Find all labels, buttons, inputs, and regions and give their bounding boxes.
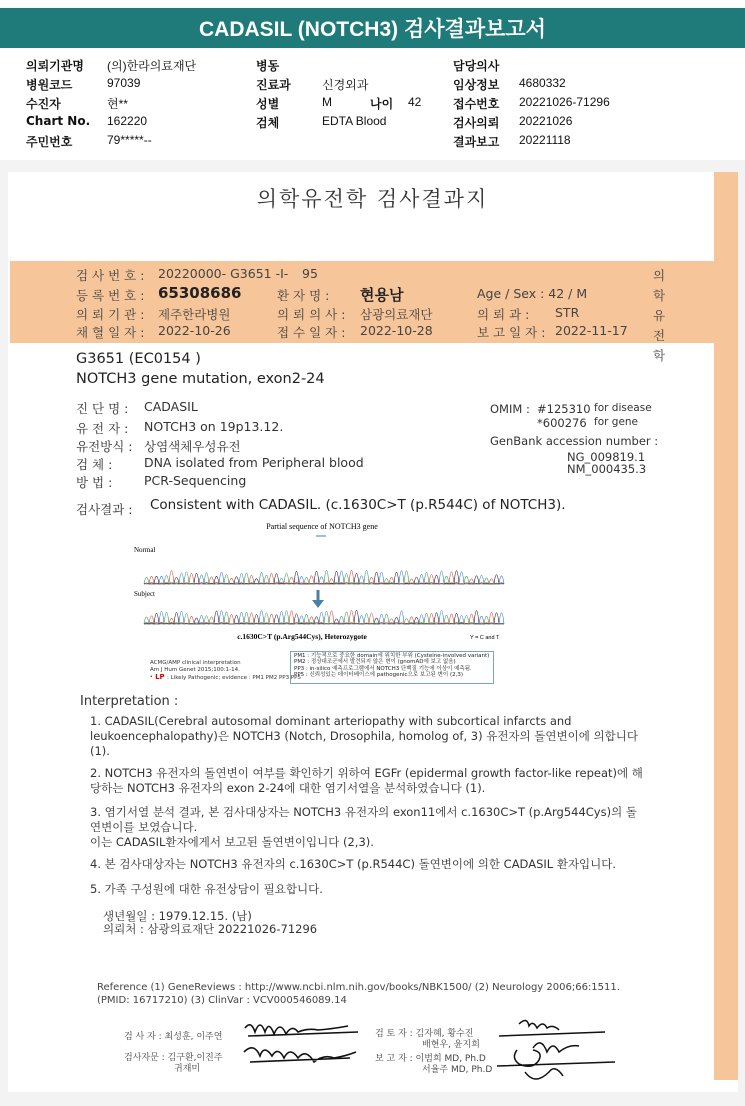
reporter-label2: 서율주 MD, Ph.D (422, 1065, 493, 1075)
header-label: 검체 (256, 116, 280, 130)
yct-note: Y = C and T (470, 635, 500, 641)
req-org-label: 의 뢰 기 관 : (76, 307, 145, 322)
interp-p3-line2: 연변이를 보였습니다. (90, 820, 198, 834)
report-title: CADASIL (NOTCH3) 검사결과보고서 (199, 18, 546, 41)
detail-label: 진 단 명 : (76, 401, 129, 416)
omim-gene: *600276 (537, 416, 587, 430)
header-value: 97039 (107, 76, 141, 90)
reference-line2: (PMID: 16717210) (3) ClinVar : VCV000546089.14 (97, 995, 347, 1006)
evidence-line: PM2 : 정상대조군에서 발견되지 않은 변이 (gnomAD에 보고 없음) (294, 659, 456, 666)
tester-label: 검 사 자 : 최성훈, 이주연 (124, 1032, 223, 1042)
header-value: 162220 (107, 114, 148, 128)
test-code: G3651 (EC0154 ) (76, 351, 201, 367)
header-label: 검사의뢰 (453, 116, 500, 130)
normal-trace (144, 570, 504, 584)
req-dept-label: 의 뢰 과 : (477, 307, 530, 322)
interp-p1-line3: (1). (90, 744, 110, 758)
assist-label: 검사자문 : 김구환,이진주 (124, 1053, 223, 1063)
reporter-label: 보 고 자 : 이범희 MD, Ph.D (375, 1054, 486, 1064)
evidence-line: PP5 : 신뢰성있는 데이터베이스에 pathogenic으로 보고된 변이 (2,3) (294, 671, 463, 678)
header-value: 79*****-- (107, 133, 152, 147)
side-char: 학 (652, 348, 666, 363)
mutation-arrow-icon (312, 590, 324, 608)
report-label: 보 고 일 자 : (477, 325, 546, 340)
interp-title: Interpretation : (80, 694, 179, 709)
genbank-label: GenBank accession number : (490, 434, 659, 448)
detail-value: 상염색체우성유전 (144, 439, 241, 454)
exam-no-suffix: 95 (302, 266, 318, 281)
header-value: M (322, 95, 332, 109)
header-label: 진료과 (256, 78, 291, 92)
exam-no: 20220000- G3651 -I- (158, 266, 289, 281)
doc-title: 의학유전학 검사결과지 (256, 187, 489, 211)
result-label: 검사결과 : (76, 502, 133, 517)
header-label: 병원코드 (26, 78, 73, 92)
interp-p1-line1: 1. CADASIL(Cerebral autosomal dominant arteriopathy with subcortical infarcts and (90, 714, 572, 728)
req-doc: 삼광의료재단 (360, 307, 433, 322)
tester-signature (240, 1010, 370, 1070)
patient-label: 환 자 명 : (277, 288, 330, 303)
interp-p3 (90, 805, 637, 850)
header-label: 임상정보 (453, 78, 500, 92)
interp-p3-line1: 3. 염기서열 분석 결과, 본 검사대상자는 NOTCH3 유전자의 exon11에서 c.1630C>T (p.Arg544Cys)의 돌 (90, 805, 637, 819)
reg-no-label: 등 록 번 호 : (76, 288, 145, 303)
req-doc-label: 의 뢰 의 사 : (277, 307, 346, 322)
acmg-title: ACMG/AMP clinical interpretation (150, 660, 241, 666)
collect-label: 채 혈 일 자 : (76, 325, 145, 340)
report-title-bar (0, 8, 745, 48)
interp-p1-line2: leukoencephalopathy)은 NOTCH3 (Notch, Drosophila, homolog of, 3) 유전자의 돌연변이에 의합니다 (90, 729, 638, 743)
interp-p4: 4. 본 검사대상자는 NOTCH3 유전자의 c.1630C>T (p.R544C) 돌연변이에 의한 CADASIL 환자입니다. (90, 857, 617, 871)
test-name: NOTCH3 gene mutation, exon2-24 (76, 371, 325, 387)
side-char: 학 (652, 288, 666, 303)
genbank-1: NG_009819.1 (567, 450, 646, 464)
reviewer-label: 검 토 자 : 김자혜, 황수진 (375, 1029, 474, 1039)
reviewer-signature (495, 1010, 615, 1090)
result-text: Consistent with CADASIL. (c.1630C>T (p.R544C) of NOTCH3). (150, 497, 566, 513)
side-strip (714, 172, 738, 1080)
side-char: 전 (652, 328, 666, 343)
omim-gene-note: for gene (594, 416, 639, 428)
header-label: 수진자 (26, 97, 61, 111)
side-char: 유 (652, 308, 666, 323)
interp-p2-line2: 당하는 NOTCH3 유전자의 exon 2-24에 대한 염기서열을 분석하였습니다 (1). (90, 781, 486, 795)
detail-label: 검 체 : (76, 457, 113, 472)
detail-value: PCR-Sequencing (144, 473, 247, 488)
subject-label: Subject (134, 590, 155, 598)
genbank-2: NM_000435.3 (567, 462, 647, 476)
header-label: 주민번호 (26, 135, 73, 149)
figure-caption: c.1630C>T (p.Arg544Cys), Heterozygote (237, 632, 367, 641)
report-date: 2022-11-17 (555, 323, 628, 338)
header-value: 4680332 (519, 76, 566, 90)
assist-label2: 귀재미 (174, 1064, 201, 1074)
detail-value: DNA isolated from Peripheral blood (144, 455, 364, 470)
receive-date: 2022-10-28 (360, 323, 433, 338)
reviewer-label2: 배현우, 윤지희 (422, 1040, 480, 1050)
lp-desc: : Likely Pathogenic; evidence : PM1 PM2 PP3 PP5 (167, 675, 301, 681)
omim-disease-note: for disease (594, 402, 652, 414)
normal-label: Normal (134, 546, 156, 554)
interp-p3-line3: 이는 CADASIL환자에게서 보고된 돌연변이입니다 (2,3). (90, 835, 374, 849)
detail-value: NOTCH3 on 19p13.12. (144, 419, 284, 434)
omim-label: OMIM : (490, 402, 530, 416)
exam-no-label: 검 사 번 호 : (76, 268, 145, 283)
header-label: 의뢰기관명 (26, 59, 84, 73)
subject-trace (144, 610, 504, 624)
header-value: 현** (107, 97, 128, 111)
header-label: Chart No. (26, 114, 91, 128)
interp-p1 (90, 714, 638, 759)
side-char: 의 (652, 268, 666, 283)
reference-line1: Reference (1) GeneReviews : http://www.ncbi.nlm.nih.gov/books/NBK1500/ (2) Neurology 2006;66:1511. (97, 982, 620, 993)
header-label: 결과보고 (453, 135, 500, 149)
figure-title: Partial sequence of NOTCH3 gene (266, 522, 378, 531)
interp-p5: 5. 가족 구성원에 대한 유전상담이 필요합니다. (90, 882, 323, 896)
header-value: 20221118 (519, 133, 571, 147)
side-vertical-text (652, 266, 666, 366)
age-value: 42 (408, 95, 422, 109)
lp-badge: · LP (150, 673, 165, 681)
evidence-line: PM1 : 기능적으로 중요한 domain에 위치한 부위 (Cysteine-involved variant) (294, 653, 490, 659)
req-dept: STR (555, 305, 580, 320)
header-label: 담당의사 (453, 59, 500, 73)
interp-p2-line1: 2. NOTCH3 유전자의 돌연변이 여부를 확인하기 위하여 EGFr (epidermal growth factor-like repeat)에 해 (90, 766, 643, 780)
birth-date: 생년월일 : 1979.12.15. (남) (103, 909, 252, 923)
detail-label: 유 전 자 : (76, 421, 129, 436)
header-value: EDTA Blood (322, 114, 387, 128)
header-value: 20221026-71296 (519, 95, 610, 109)
header-label: 병동 (256, 59, 280, 73)
header-value: (의)한라의료재단 (107, 59, 197, 73)
header-label: 성별 (256, 97, 280, 111)
acmg-evidence-box (290, 651, 494, 684)
evidence-line: PP3 : in-silico 예측프로그램에서 NOTCH3 단백질 기능에 이상이 예측됨. (294, 665, 472, 672)
collect-date: 2022-10-26 (158, 323, 231, 338)
age-label: 나이 (370, 97, 394, 111)
omim-disease: #125310 (537, 402, 591, 416)
reg-no: 65308686 (158, 284, 242, 302)
detail-label: 방 법 : (76, 475, 113, 490)
acmg-ref: Am J Hum Genet 2015;100:1-14. (150, 667, 240, 673)
header-label: 접수번호 (453, 97, 500, 111)
receive-label: 접 수 일 자 : (277, 325, 346, 340)
header-value: 신경외과 (322, 78, 369, 92)
header-value: 20221026 (519, 114, 573, 128)
requester: 의뢰처 : 삼광의료재단 20221026-71296 (103, 922, 318, 936)
patient-name: 현용남 (360, 286, 404, 304)
detail-value: CADASIL (144, 399, 198, 414)
age-sex: Age / Sex : 42 / M (477, 286, 588, 301)
req-org: 제주한라병원 (158, 307, 231, 322)
interp-p2 (90, 766, 643, 796)
detail-label: 유전방식 : (76, 439, 133, 454)
